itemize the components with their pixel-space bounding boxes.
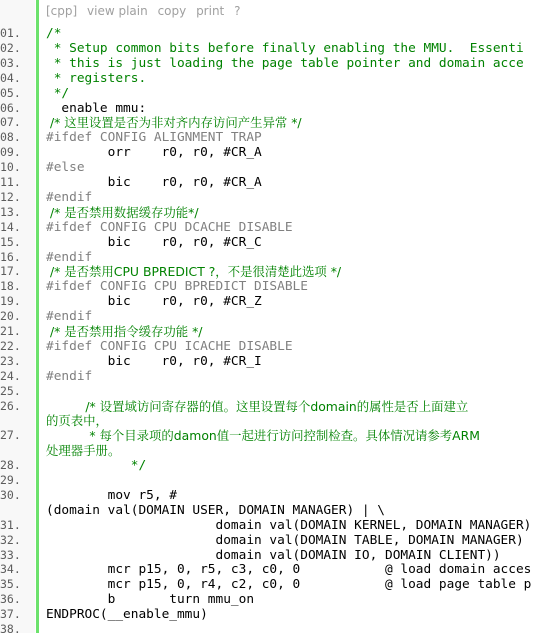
- line-number: 32.: [0, 532, 21, 547]
- code-line: bic r0, r0, #CR_Z: [46, 294, 262, 310]
- line-number: 14.: [0, 219, 21, 234]
- code-line: (domain val(DOMAIN USER, DOMAIN MANAGER) | \: [46, 502, 385, 518]
- line-number: 29.: [0, 473, 21, 487]
- line-number: 10.: [0, 160, 21, 175]
- print-link[interactable]: print: [196, 4, 225, 18]
- code-line: /* 是否禁用指令缓存功能 */: [46, 324, 203, 339]
- line-number: [0, 503, 34, 518]
- code-line: #ifdef CONFIG CPU BPREDICT DISABLE: [46, 279, 308, 295]
- help-link[interactable]: ?: [234, 4, 241, 18]
- line-number: 11.: [0, 175, 21, 189]
- line-number: 06.: [0, 100, 21, 115]
- copy-link[interactable]: copy: [157, 4, 187, 18]
- gutter-divider: [36, 0, 39, 633]
- view-plain-link[interactable]: view plain: [87, 4, 148, 18]
- code-line: bic r0, r0, #CR_A: [46, 175, 262, 190]
- code-line: bic r0, r0, #CR_C: [46, 234, 262, 250]
- code-line: */: [46, 458, 147, 474]
- line-number: 38.: [0, 622, 21, 633]
- line-number: 25.: [0, 383, 21, 398]
- code-line: * 每个目录项的damon值一起进行访问控制检查。具体情况请参考ARM: [46, 428, 480, 444]
- code-line: domain val(DOMAIN TABLE, DOMAIN MANAGER): [46, 532, 524, 548]
- line-number: 36.: [0, 592, 21, 607]
- line-number: 02.: [0, 40, 21, 55]
- code-line: domain val(DOMAIN KERNEL, DOMAIN MANAGER): [46, 517, 532, 533]
- language-label: [cpp]: [46, 4, 78, 18]
- code-line: #ifdef CONFIG ALIGNMENT TRAP: [46, 130, 262, 146]
- code-line: /* 这里设置是否为非对齐内存访问产生异常 */: [46, 115, 302, 131]
- code-line: b turn mmu_on: [46, 592, 255, 608]
- line-number: 30.: [0, 487, 21, 502]
- code-line: mcr p15, 0, r4, c2, c0, 0 @ load page table p: [46, 577, 532, 593]
- code-line: domain val(DOMAIN IO, DOMAIN CLIENT)): [46, 547, 501, 563]
- line-number: 09.: [0, 145, 21, 160]
- code-line: #endif: [46, 189, 93, 205]
- line-number: 20.: [0, 309, 21, 324]
- code-line: 的页表中，: [46, 413, 108, 429]
- line-number: 03.: [0, 55, 21, 70]
- code-line: #endif: [46, 309, 93, 325]
- line-number: 07.: [0, 115, 21, 130]
- code-line: enable mmu:: [46, 100, 147, 116]
- code-toolbar: [46, 4, 246, 20]
- code-line: bic r0, r0, #CR_I: [46, 353, 262, 369]
- code-line: /* 是否禁用CPU BPREDICT ?，不是很清楚此选项 */: [46, 264, 342, 280]
- line-number: 34.: [0, 562, 21, 577]
- code-line: mcr p15, 0, r5, c3, c0, 0 @ load domain acces: [46, 562, 532, 578]
- code-line: #else: [46, 160, 85, 176]
- code-line: orr r0, r0, #CR_A: [46, 145, 262, 161]
- code-line: * Setup common bits before finally enabling the MMU. Essenti: [46, 40, 524, 56]
- line-number: 13.: [0, 204, 21, 219]
- line-number: 24.: [0, 368, 21, 383]
- line-number: 33.: [0, 547, 21, 562]
- line-number: 12.: [0, 189, 21, 204]
- line-number: 28.: [0, 458, 21, 473]
- line-number: 15.: [0, 234, 21, 249]
- line-number: 26.: [0, 398, 21, 413]
- code-line: ENDPROC(__enable_mmu): [46, 607, 208, 623]
- code-line: #endif: [46, 249, 93, 265]
- line-number: 35.: [0, 577, 21, 592]
- line-number: 05.: [0, 85, 21, 100]
- code-line: 处理器手册。: [46, 443, 121, 459]
- code-line: #ifdef CONFIG CPU DCACHE DISABLE: [46, 219, 293, 235]
- code-line: */: [46, 85, 70, 101]
- code-line: /*: [46, 26, 62, 41]
- line-number: 23.: [0, 353, 21, 368]
- line-number: 17.: [0, 264, 21, 279]
- code-line: #ifdef CONFIG CPU ICACHE DISABLE: [46, 338, 293, 354]
- line-number: 04.: [0, 70, 21, 85]
- line-number: [0, 443, 34, 458]
- line-number: 31.: [0, 517, 21, 532]
- line-number: 22.: [0, 338, 21, 353]
- line-number: 21.: [0, 324, 21, 338]
- line-number: 27.: [0, 428, 21, 443]
- line-number: 16.: [0, 249, 21, 264]
- code-line: /* 是否禁用数据缓存功能*/: [46, 204, 199, 220]
- code-line: #endif: [46, 368, 93, 384]
- line-number: 19.: [0, 294, 21, 309]
- code-line: * this is just loading the page table pointer and domain acce: [46, 55, 524, 71]
- line-number: 08.: [0, 130, 21, 145]
- code-line: /* 设置域访问寄存器的值。这里设置每个domain的属性是否上面建立: [46, 398, 469, 414]
- line-number: 37.: [0, 607, 21, 622]
- line-number: 18.: [0, 279, 21, 294]
- code-line: mov r5, #: [46, 487, 177, 503]
- line-number: 01.: [0, 26, 21, 40]
- code-line: * registers.: [46, 70, 147, 86]
- line-number: [0, 413, 34, 428]
